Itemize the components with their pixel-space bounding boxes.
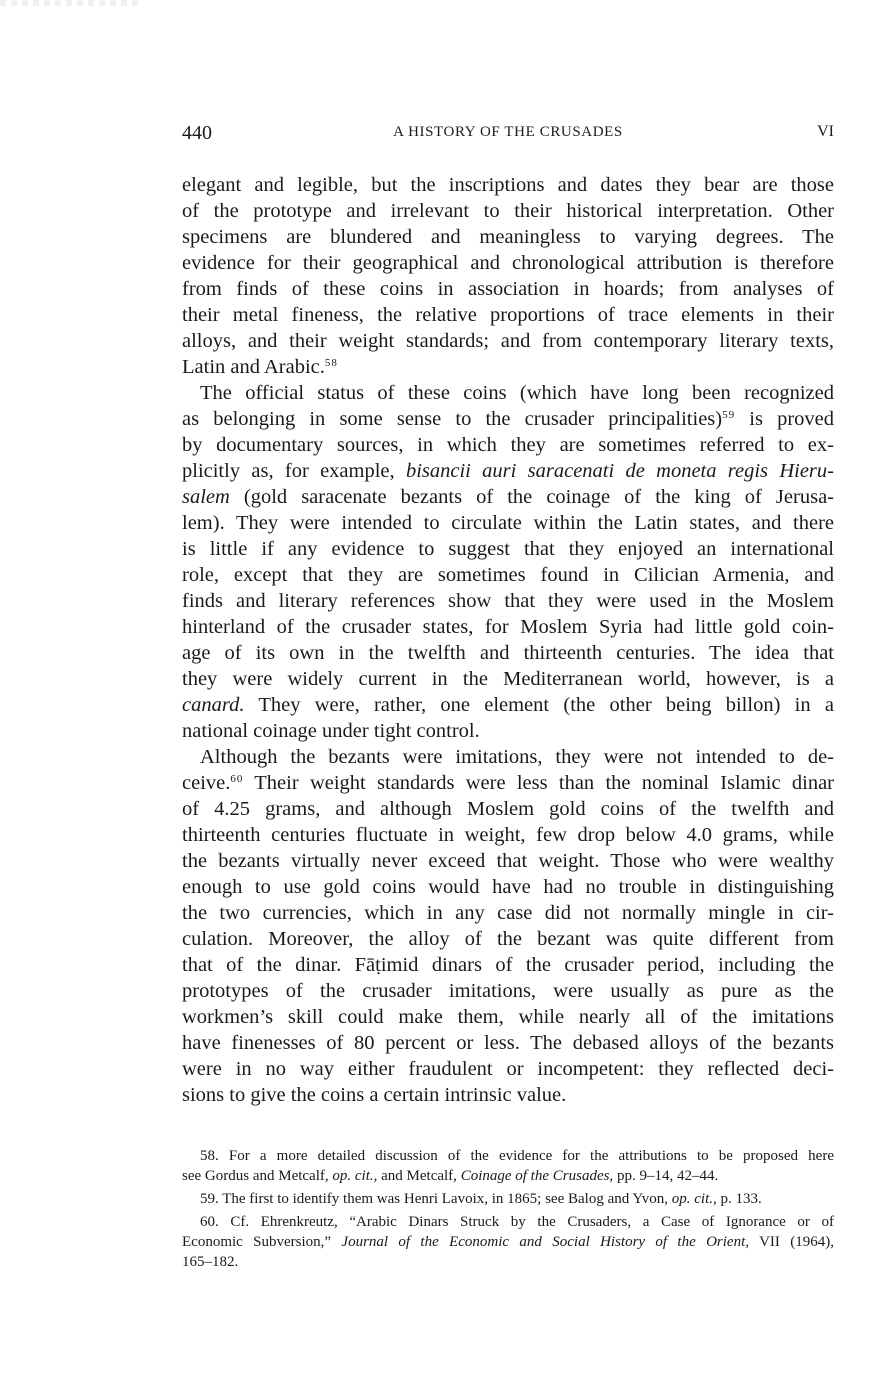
- text: ceive.: [182, 772, 231, 794]
- text: national coinage under tight control.: [182, 720, 480, 742]
- text: is little if any evidence to suggest that they enjoyed an international: [182, 538, 834, 560]
- text-line: [182, 900, 834, 926]
- text-line: [182, 666, 834, 692]
- scan-artifact: [0, 0, 140, 6]
- text-line: [182, 406, 834, 432]
- text: Latin and Arabic.: [182, 356, 325, 378]
- text: 58. For a more detailed discussion of the evidence for the attributions to be proposed here: [200, 1148, 834, 1164]
- text-line: [182, 588, 834, 614]
- text: the bezants virtually never exceed that weight. Those who were wealthy: [182, 850, 834, 872]
- text-line: [182, 978, 834, 1004]
- footnote-line: [182, 1212, 834, 1232]
- text-line: [182, 510, 834, 536]
- running-title: A HISTORY OF THE CRUSADES: [393, 124, 623, 140]
- text: their metal fineness, the relative proportions of trace elements in their: [182, 304, 834, 326]
- italic-text: bisancii auri saracenati de moneta regis Hieru-: [405, 460, 834, 482]
- text: of the prototype and irrelevant to their historical interpretation. Other: [182, 200, 834, 222]
- footnote-line: [182, 1252, 834, 1272]
- text: They were, rather, one element (the other being billon) in a: [244, 694, 834, 716]
- text: and Metcalf,: [377, 1168, 461, 1184]
- text: pp. 9–14, 42–44.: [613, 1168, 719, 1184]
- text: as belonging in some sense to the crusader principalities): [182, 408, 723, 430]
- text-line: [182, 952, 834, 978]
- text: age of its own in the twelfth and thirteenth centuries. The idea that: [182, 642, 834, 664]
- text-line: [182, 354, 834, 380]
- text: plicitly as, for example,: [182, 460, 406, 482]
- text-line: [182, 198, 834, 224]
- italic-text: salem: [182, 486, 230, 508]
- text-line: [182, 224, 834, 250]
- italic-text: canard.: [182, 694, 245, 716]
- text-line: [182, 1082, 834, 1108]
- text: is proved: [735, 408, 834, 430]
- text: sions to give the coins a certain intrinsic value.: [182, 1084, 567, 1106]
- text-line: [182, 432, 834, 458]
- text: the two currencies, which in any case did not normally mingle in cir-: [182, 902, 834, 924]
- text: hinterland of the crusader states, for Moslem Syria had little gold coin-: [182, 616, 834, 638]
- note-ref: 58: [324, 357, 338, 369]
- text: by documentary sources, in which they are sometimes referred to ex-: [182, 434, 834, 456]
- text-line: [182, 770, 834, 796]
- text: enough to use gold coins would have had no trouble in distinguishing: [182, 876, 834, 898]
- text: finds and literary references show that they were used in the Moslem: [182, 590, 834, 612]
- running-head: [182, 122, 834, 148]
- text-line: [182, 822, 834, 848]
- text-line: [182, 458, 834, 484]
- footnote-line: [182, 1232, 834, 1252]
- footnotes: [182, 1146, 834, 1272]
- text-line: [182, 1056, 834, 1082]
- italic-text: Coinage of the Crusades,: [460, 1168, 614, 1184]
- text: 165–182.: [182, 1254, 239, 1270]
- note-ref: 59: [722, 409, 736, 421]
- text: Although the bezants were imitations, they were not intended to de-: [200, 746, 834, 768]
- text: VII (1964),: [749, 1234, 834, 1250]
- text-line: [182, 1030, 834, 1056]
- text-line: [182, 328, 834, 354]
- text: 59. The first to identify them was Henri Lavoix, in 1865; see Balog and Yvon,: [200, 1191, 672, 1207]
- text-line: [182, 692, 834, 718]
- text: from finds of these coins in association in hoards; from analyses of: [182, 278, 834, 300]
- text: specimens are blundered and meaningless to varying degrees. The: [182, 226, 834, 248]
- text-line: [182, 484, 834, 510]
- text: thirteenth centuries fluctuate in weight, few drop below 4.0 grams, while: [182, 824, 834, 846]
- italic-text: Journal of the Economic and Social History of the Orient,: [341, 1234, 750, 1250]
- footnote-line: [182, 1146, 834, 1166]
- text-line: [182, 874, 834, 900]
- body-text: [182, 172, 834, 1108]
- text: alloys, and their weight standards; and from contemporary literary texts,: [182, 330, 834, 352]
- page-number: 440: [182, 122, 212, 144]
- text: of 4.25 grams, and although Moslem gold coins of the twelfth and: [182, 798, 834, 820]
- text-line: [182, 536, 834, 562]
- text: that of the dinar. Fāṭimid dinars of the crusader period, including the: [182, 954, 834, 976]
- text: 60. Cf. Ehrenkreutz, “Arabic Dinars Struck by the Crusaders, a Case of Ignorance or of: [200, 1214, 834, 1230]
- text: p. 133.: [716, 1191, 762, 1207]
- text: were in no way either fraudulent or incompetent: they reflected deci-: [182, 1058, 834, 1080]
- text-line: [182, 926, 834, 952]
- italic-text: op. cit.,: [332, 1168, 378, 1184]
- text: prototypes of the crusader imitations, were usually as pure as the: [182, 980, 834, 1002]
- text: role, except that they are sometimes found in Cilician Armenia, and: [182, 564, 834, 586]
- footnote-line: [182, 1166, 834, 1186]
- text: lem). They were intended to circulate within the Latin states, and there: [182, 512, 834, 534]
- text: they were widely current in the Mediterranean world, however, is a: [182, 668, 834, 690]
- text-line: [182, 796, 834, 822]
- text-line: [182, 718, 834, 744]
- text-line: [182, 744, 834, 770]
- text-line: [182, 276, 834, 302]
- text-line: [182, 640, 834, 666]
- text-line: [182, 1004, 834, 1030]
- text: culation. Moreover, the alloy of the bezant was quite different from: [182, 928, 834, 950]
- text: see Gordus and Metcalf,: [182, 1168, 333, 1184]
- text: elegant and legible, but the inscriptions and dates they bear are those: [182, 174, 834, 196]
- text-line: [182, 172, 834, 198]
- text-line: [182, 302, 834, 328]
- volume-number: VI: [817, 123, 834, 140]
- text-line: [182, 250, 834, 276]
- italic-text: op. cit.,: [671, 1191, 717, 1207]
- footnote-line: [182, 1189, 834, 1209]
- text: Their weight standards were less than the nominal Islamic dinar: [243, 772, 834, 794]
- text-line: [182, 562, 834, 588]
- text: The official status of these coins (which have long been recognized: [200, 382, 834, 404]
- note-ref: 60: [230, 773, 244, 785]
- text: Economic Subversion,”: [182, 1234, 342, 1250]
- text-line: [182, 614, 834, 640]
- text-line: [182, 848, 834, 874]
- text: evidence for their geographical and chronological attribution is therefore: [182, 252, 834, 274]
- text: workmen’s skill could make them, while nearly all of the imitations: [182, 1006, 834, 1028]
- text-line: [182, 380, 834, 406]
- text: (gold saracenate bezants of the coinage of the king of Jerusa-: [229, 486, 834, 508]
- text: have finenesses of 80 percent or less. The debased alloys of the bezants: [182, 1032, 834, 1054]
